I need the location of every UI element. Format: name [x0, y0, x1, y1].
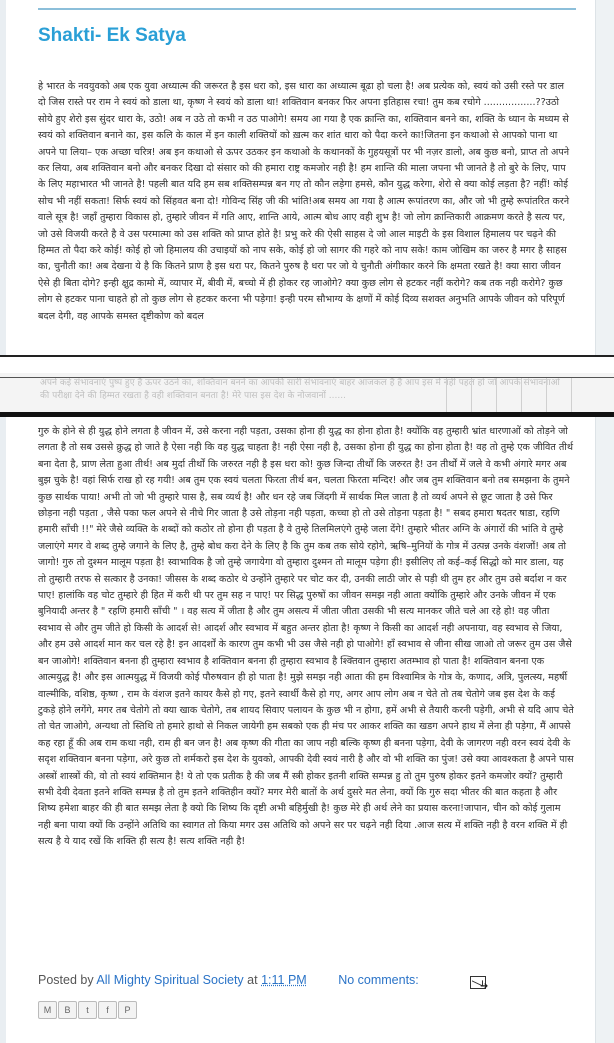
page-left-border: [0, 0, 6, 1043]
at-label: at: [247, 973, 258, 987]
blogger-icon: B: [64, 1005, 71, 1015]
email-post-arrow-icon: ➜: [480, 981, 489, 992]
screenshot-glitch-band-top: [0, 355, 614, 375]
share-to-pinterest-button[interactable]: [118, 1001, 137, 1019]
author-link[interactable]: All Mighty Spiritual Society: [96, 973, 244, 987]
post-footer: [38, 973, 419, 987]
pinterest-icon: P: [124, 1005, 131, 1015]
post-title-link[interactable]: Shakti- Ek Satya: [38, 25, 186, 46]
ghosted-text: अपने कई संभावनाएं पुष्प हुए है ऊपर उठने का, शक्तिवान बनने का आपकी सारी संभावनाएं बाहर आजकल हैं हैं आप इस में नहीं पहल हो जो आपके संभावनाओं की परीक्षा देने की हिम्मत रखता है वही शक्तिवान बनता है! मेरे पास इस देश के नोजवानों ......: [40, 378, 560, 401]
blog-this-button[interactable]: [58, 1001, 77, 1019]
post-body-paragraph: हे भारत के नवयुवको अब एक युवा अध्यात्म की जरूरत है इस धरा को, इस धारा का अध्यात्म बूढा हो चला है! अब प्रत्येक को, स्वयं को उसी रस्ते पर डाल दो जिस रास्ते पर राम ने स्वयं को डाला था, कृष्ण ने स्वयं को डाला था! शक्तिवान बनकर फिर अपना इतिहास रचा! तुम कब रचोगे .................??उठो सोये हुए शेरो इस सुंदर धारा के, उठो! अब न उठे तो कभी न उठ पाओगे! समय आ गया है एक क्रान्ति का, शक्तिवान बनने का, शक्ति के ध्यान के मध्यम से स्वयं को शक्तिवान बनाने का, इस कलि के काल में इन काली शक्तियों को ख़त्म कर शांत धारा को पैदा करने का!जितना इन कथाओ से आपको पाना था अपने पा लिया– एक अच्छा चरित्र! अब इन कथाओ से ऊपर उठकर इन कथाओ के कथानकों के गुहयसूत्रों पर भी नज़र डालो, अब कुछ बनो, प्राप्त तो अपने कर लिया, अब शक्तिवान बनो और बनकर दिखा दो संसार को की हमारा राष्ट्र कमजोर नही है! हम शान्ति की माला जपना भी जानते है तो बुरे के लिए, पाप के लिए महाभारत भी जानते है! पहली बात यदि हम सब शक्तिसम्पन्न बन गए तो कौन लड़ेगा हमसे, कौन युद्ध करेगा, शेरो से क्या कोई लड़ता है? नहीं! कोई सोच भी नहीं सकता! सिर्फ स्वयं को सिंहवत बना दो! गोविन्द सिंह जी की भांति!अब समय आ गया है आत्म रूपांतरण का, और जो भी तुम्हे रूपांतरित करने वाले सूत्र है! जहाँ तुम्हारा विकास हो, तुम्हारे जीवन में गति आए, शान्ति आये, आत्म बोध आए वही शुभ है! जो लोग क्रान्तिकारी आक्रमण करते है सत्य पर, जो उसे विजयी करते है वे उस परमात्मा को उस शक्ति को प्राप्त होते है! प्रभु करे की ऐसी साहस दे जो आल माइटी के इस विशाल हिमालय पर चढ़ने की हिम्मत तो पैदा करे कोई! कोई हो जो हिमालय की उचाइयों को नाप सके, कोई हो जो सागर की गहरे को नाप सके! काम जोखिम का जरुर है मगर है साहस का, चुनौती का! अब देखना ये है कि कितने प्राण है इस धरा पर, कितने पुरुष है धरा पर जो ये चुनौती अंगीकार करने कि क्षमता रखते है! क्या सारा जीवन ऐसे ही बिता दोगे? इन्ही क्षुद्र कामो में, व्यापार में, बीवी में, बच्चो में ही होकर रह जाओगे? क्या कुछ लोग से हटकर नहीं करोगे? कब तक नही करोगे? कुछ लोग से हटकर पाना चाहते हो तो कुछ लोग से हटकर करना भी पड़ेगा! इन्ही परम सौभाग्य के क्षणों में कोई दिव्य सशक्त अनुभति आपके जीवन को परिपूर्ण बदल देगी, वह आपके समस्त दृष्टीकोण को बदल: [38, 81, 570, 322]
header-divider: [38, 8, 576, 10]
email-this-button[interactable]: [38, 1001, 57, 1019]
share-buttons: [38, 1001, 137, 1019]
post-body-upper: [38, 79, 574, 357]
share-to-facebook-button[interactable]: [98, 1001, 117, 1019]
email-icon: M: [43, 1005, 52, 1015]
post-body-paragraph: गुरु के होने से ही युद्ध होने लगता है जीवन में, उसे करना नही पड़ता, उसका होना ही युद्ध का होना होता है! क्योंकि वह तुम्हारी भ्रांत धारणाओं को तोड़ने जो लगता है तो सब उससे क्रुद्ध हो जाते है ऐसा नही कि वह युद्ध चाहता है! नही ऐसा नही है, उसका होना ही युद्ध का होना होता है! वह तो तुम्हे एक जीवित तीर्थ बना देता है, प्राण लेता हुआ तीर्थ! अब मुर्दा तीर्थों कि जरुरत नही है इस धरा को! कुछ जिन्दा तीर्थों कि जरुरत है! उन तीर्थों में जले वे कभी अंगारे मगर अब बुझ चुके है! वहां सिर्फ राख हो रह गयी! अब तुम एक स्वयं चलता फिरता तीर्थ बन, चलता फिरता मन्दिर! और जब तुम शक्तिवान बनो तब समझना के तुमने कुछ सार्थक पाया! अभी तो जो भी तुम्हारे पास है, सब व्यर्थ है! और धन रहे जब जिंदगी में सार्थक मिल जाता है तो व्यर्थ अपने से छूट जाता है उसे फिर छोड़ना नही पड़ता , जैसे पका फल अपने से नीचे गिर जाता है उसे तोड़ना नही पड़ता, कच्चा हो तो उसे तोड़ना पड़ता है! " सबद हमारा षदतर षाडा, रहणि हमारी साँची !!" मेरे जैसे व्यक्ति के शब्दों को कठोर तो होना ही पड़ता है वे तुम्हे तिलमिलएंगे तुम्हे जला देंगे! तुम्हारे भीतर अग्नि के अंगारों की भांति वे तुम्हे जलाएंगे मगर वे शब्द तुम्हे जगाने के लिए है, तुम्हे बोध करा देने के लिए है कि तुम कब तक सोये रहोगे, ऋषि–मुनियों के गोत्र में उत्पन्न उनके वंशजों! अब तो जागो! गुरु तो दुश्मन मालूम पड़ता है! स्वाभाविक है जो तुम्हे जगायेगा वो तुम्हारा दुश्मन तो मालूम पड़ेगा ही! इसीलिए तो कई–कई सिद्धो को मार डाला, यह तो तुम्हारी तरफ से सत्कार है उनका! जीसस के शब्द कठोर थे उन्होंने तुम्हारे पर चोट कर दी, उनकी लाठी जोर से पड़ी थी तुम हर और तुम उसे बर्दाश न कर पाए! हालांकि वह चोट तुम्हारे ही हित में करी थी पर तुम सह न पाए! पर सिद्ध पुरुषों का जीवन समझ नही आता क्योंकि तुम्हारे और उनके जीवन में एक बुनियादी अन्तर है " रहणि हमारी साँची " । वह सत्य में जीता है और तुम असत्य में जीता जीता उसकी भी सत्य मानकर जीते चले आ रहे हो! वह जीता स्वभाव से और तुम जीते हो किसी के आदर्श से! आदर्श और स्वभाव में बहुत अन्तर होता है! कृष्ण ने किसी का आदर्श नही अपनाया, वह स्वभाव से जिया, और हम उसे आदर्श मान कर चल रहे है! इन आदर्शों के कारण तुम कभी भी उस जैसे नही हो पाओगे! हाँ स्वभाव से जीना सीख जाओ तो जरूर तुम उस जैसे बन जाओगे! शक्तिवान बनना ही तुम्हारा स्वभाव है शक्तिवान बनना ही तुम्हारा स्वभाव है श्क्तिवान तुम्हारा अतम्भाव हो पाता है! शक्तिवान बनना एक आत्मयुद्ध है! और इस आत्मयुद्ध में विजयी कोई पौरुषवान ही हो पाता है! मुझे समझ नही आता की हम विश्वामित्र के गोत्र के, कणाद, अत्रि, पुलत्स्य, महर्षी वाल्मीकि, वशिष्ठ, कृष्ण , राम के वंशज इतने कायर कैसे हो गए, इतने स्वार्थी कैसे हो गए, अगर आप लोग अब न चेते तो तब चेतोगे जब इस देश के कई टुकड़े होने लगेंगे, मगर तब चेतोगे तो क्या खाक चेतोगे, तब शायद सिवाए पलायन के कुछ भी न होगा, हमें अभी से तैयारी करनी पड़ेगी, अभी से यदि आप चेते तो चेत जाओगे, अन्यथा तो स्तिथि तो हमारे हाथो से निकल जायेगी हम सबको एक ही मंच पर आकर शक्ति का खडग अपने हाथ में लेना ही पड़ेगा, मैं आपसे कह रहा हूँ की अब राम कथा नही, राम ही बन जन है! अब कृष्ण की गीता का जाप नही बल्कि कृष्ण ही बनना पड़ेगा, देवी के जागरण नही वरन स्वयं देवी के सदृश शक्तिवान बनना पड़ेगा, अरे कुछ तो शर्मकरो इस देश के युवको, आपकी देवी स्वयं नारी है और वो भी शक्ति का पुंज! उसे क्या आवश्कता है अपने पास अस्त्रों शास्त्रों की, वो तो स्वयं शक्तिमान है! ये तो एक प्रतीक है की जब मैं स्त्री होकर इतनी शक्ति सम्पन्न हु तो तुम पुरुष होकर इतने कमजोर क्यों? तुम्हारी सभी देवी देवता इतने शक्ति सम्पन्न है तो तुम इतने शक्तिहीन क्यों? मगर मेरी बातों के अर्थ दुसरे मत लेना, क्यों कि गुरु सदा भीतर की बात कहता है और शिष्य हमेशा बाहर की ही बात समझ लेता है क्यो कि शिष्य कि दृष्टी अभी बहिर्मुखी है! कुछ मेरे ही अर्थ लेने का प्रयास करना!जापान, चीन को कोई गुलाम नही बना पाया क्यों कि उन्होंने अतिथि का स्वागत तो किया मगर उस अतिथि को अपने सर पर चढ़ने नही दिया .आज सत्य में शक्ति नही है वरन शक्ति में ही सत्य है ये याद रखें कि शक्ति ही सत्य है! सत्य शक्ति नही है!: [38, 426, 574, 848]
share-to-twitter-button[interactable]: [78, 1001, 97, 1019]
facebook-icon: f: [106, 1005, 109, 1015]
post-timestamp-link[interactable]: 1:11 PM: [261, 973, 307, 987]
posted-by-label: Posted by: [38, 973, 94, 987]
post-body-lower: [38, 424, 574, 954]
twitter-icon: t: [86, 1005, 89, 1015]
page-right-sidebar-edge: [595, 0, 614, 1043]
glitch-divider-thick: [0, 412, 614, 417]
comments-link[interactable]: No comments:: [338, 973, 419, 987]
glitch-grid: [446, 378, 596, 412]
